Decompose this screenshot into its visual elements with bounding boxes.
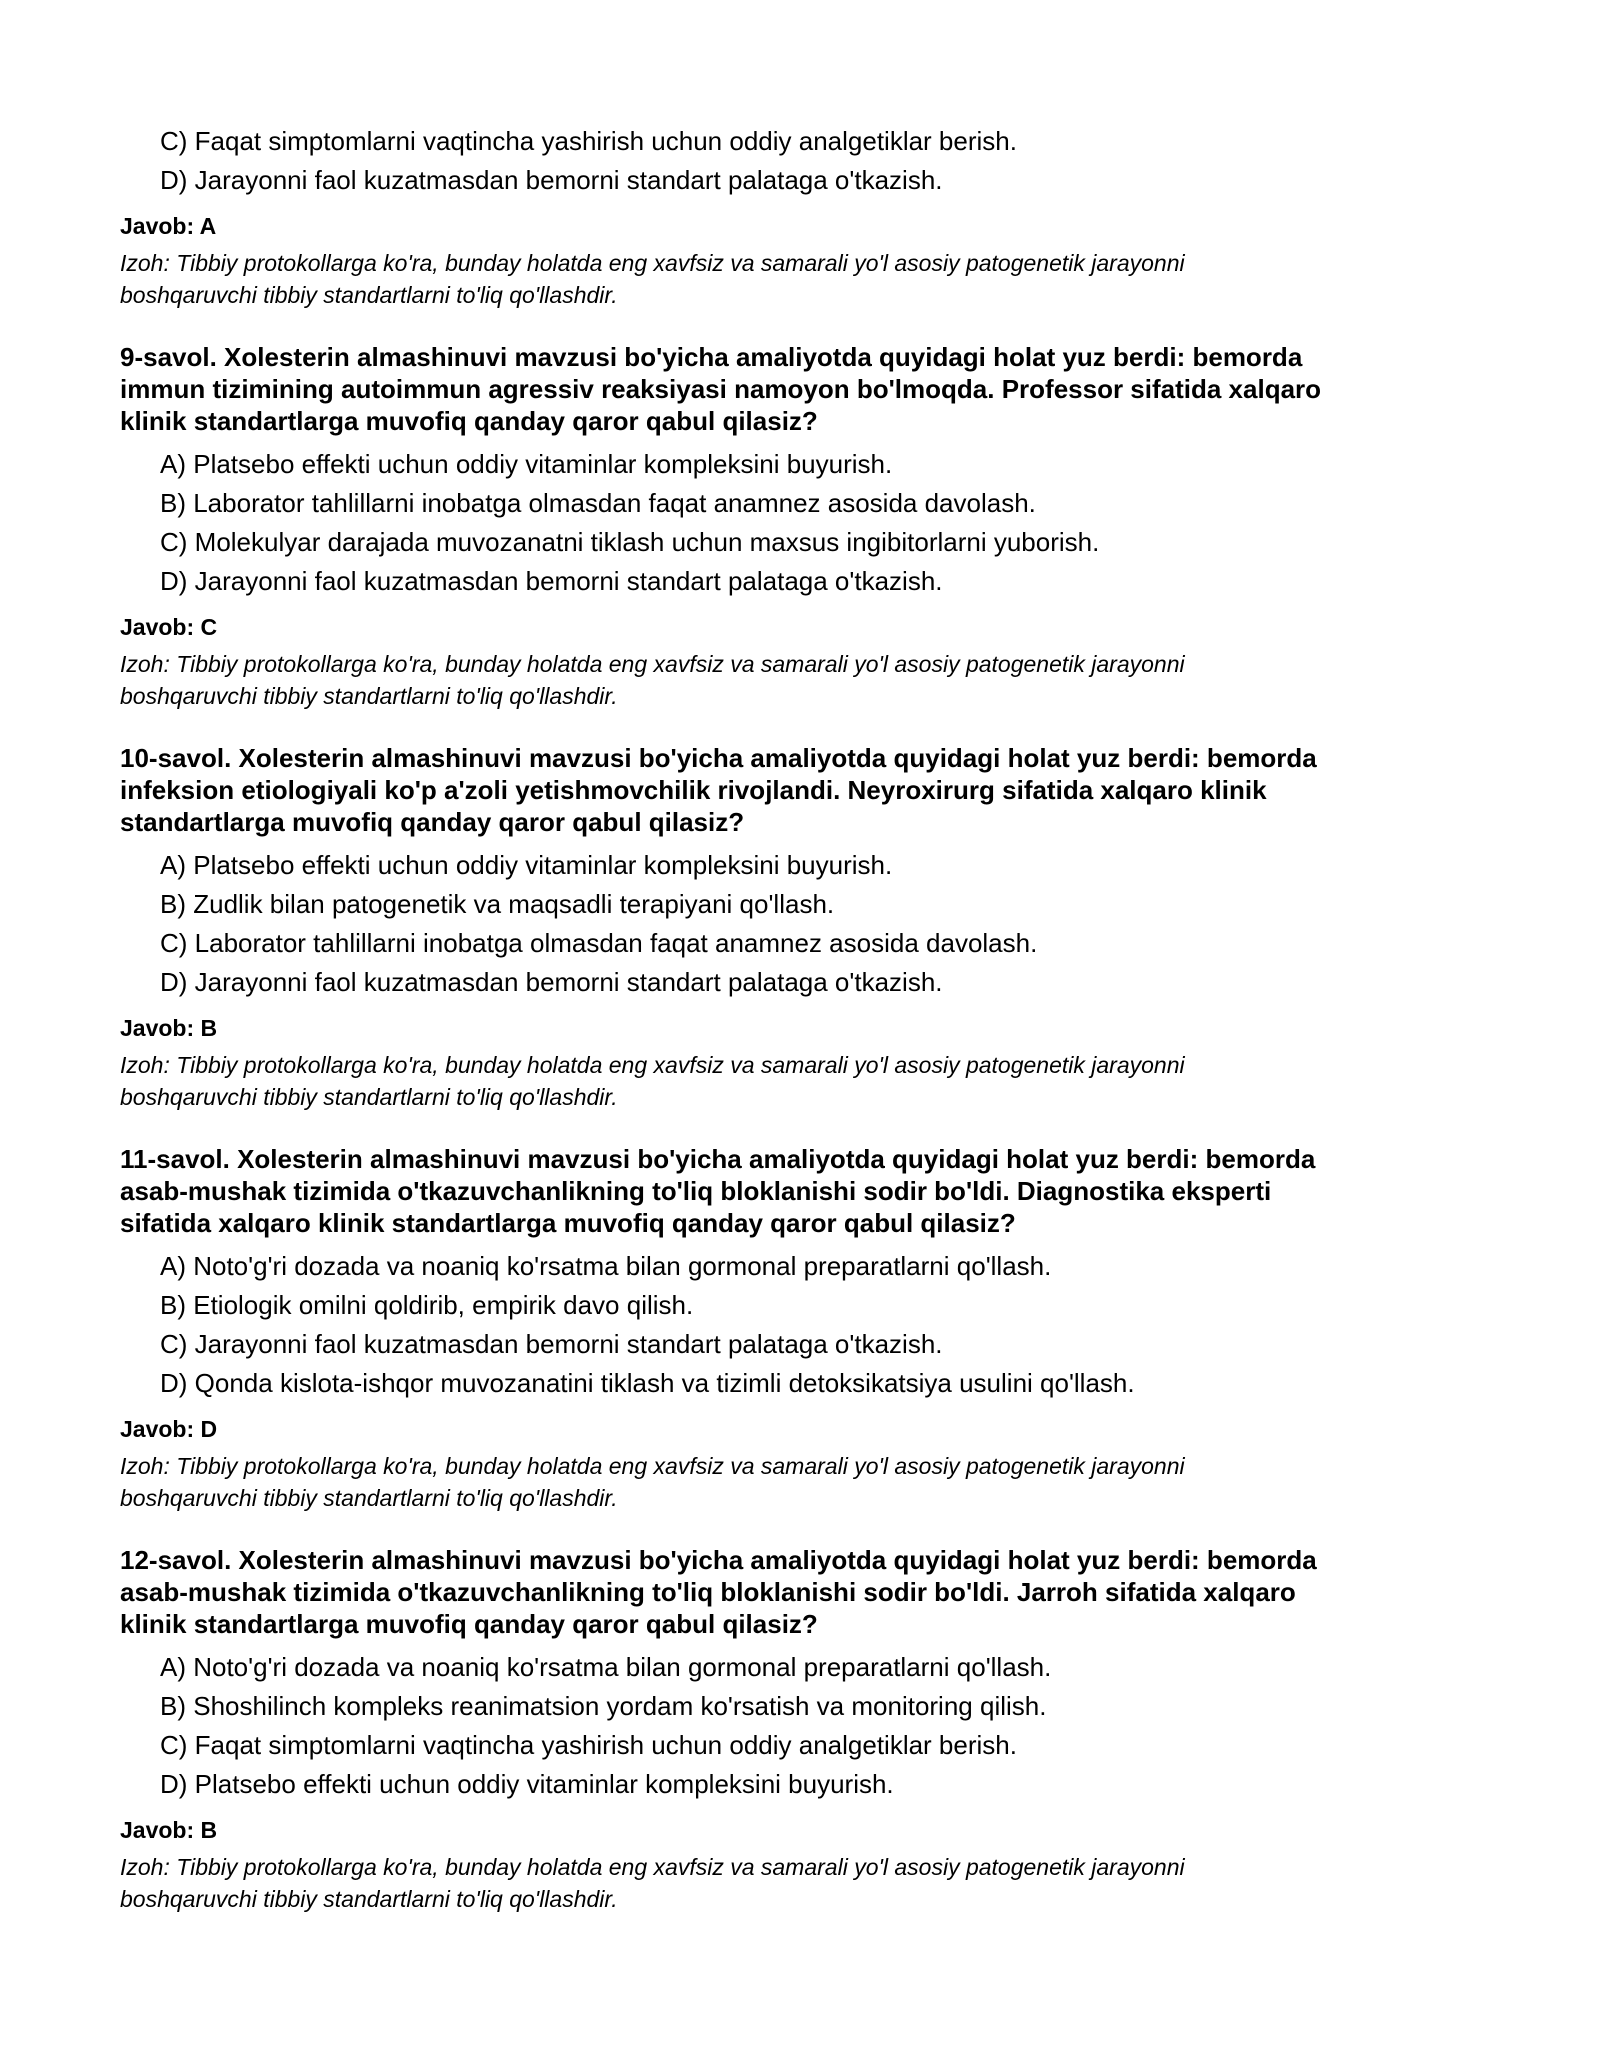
answer: Javob: A <box>120 213 217 239</box>
question-11 <box>120 1143 1450 1514</box>
note-line: boshqaruvchi tibbiy standartlarni to'liq qo'llashdir. <box>120 1886 618 1912</box>
option-a: A) Noto'g'ri dozada va noaniq ko'rsatma bilan gormonal preparatlarni qo'llash. <box>160 1652 1052 1682</box>
answer: Javob: B <box>120 1817 218 1843</box>
option-c: C) Faqat simptomlarni vaqtincha yashirish uchun oddiy analgetiklar berish. <box>160 126 1017 156</box>
answer: Javob: B <box>120 1015 218 1041</box>
question-title-line: 10-savol. Xolesterin almashinuvi mavzusi bo'yicha amaliyotda quyidagi holat yuz berdi: bemorda <box>120 743 1317 773</box>
option-d: D) Platsebo effekti uchun oddiy vitaminlar kompleksini buyurish. <box>160 1769 894 1799</box>
option-b: B) Zudlik bilan patogenetik va maqsadli terapiyani qo'llash. <box>160 889 835 919</box>
question-fragment <box>120 122 1450 311</box>
option-b: B) Shoshilinch kompleks reanimatsion yordam ko'rsatish va monitoring qilish. <box>160 1691 1047 1721</box>
question-title-line: sifatida xalqaro klinik standartlarga muvofiq qanday qaror qabul qilasiz? <box>120 1208 1016 1238</box>
question-title <box>120 341 1450 437</box>
option-c: C) Molekulyar darajada muvozanatni tiklash uchun maxsus ingibitorlarni yuborish. <box>160 527 1100 557</box>
note-line: boshqaruvchi tibbiy standartlarni to'liq qo'llashdir. <box>120 1084 618 1110</box>
note-line: Izoh: Tibbiy protokollarga ko'ra, bunday holatda eng xavfsiz va samarali yo'l asosiy patogenetik jarayonni <box>120 1854 1185 1880</box>
note-line: Izoh: Tibbiy protokollarga ko'ra, bunday holatda eng xavfsiz va samarali yo'l asosiy patogenetik jarayonni <box>120 250 1185 276</box>
option-a: A) Platsebo effekti uchun oddiy vitaminlar kompleksini buyurish. <box>160 850 893 880</box>
question-9 <box>120 341 1450 712</box>
option-c: C) Jarayonni faol kuzatmasdan bemorni standart palataga o'tkazish. <box>160 1329 943 1359</box>
question-title-line: infeksion etiologiyali ko'p a'zoli yetishmovchilik rivojlandi. Neyroxirurg sifatida xalqaro klinik <box>120 775 1267 805</box>
question-title-line: 9-savol. Xolesterin almashinuvi mavzusi bo'yicha amaliyotda quyidagi holat yuz berdi: bemorda <box>120 342 1303 372</box>
question-title-line: immun tizimining autoimmun agressiv reaksiyasi namoyon bo'lmoqda. Professor sifatida xalqaro <box>120 374 1322 404</box>
option-d: D) Jarayonni faol kuzatmasdan bemorni standart palataga o'tkazish. <box>160 566 943 596</box>
question-12 <box>120 1544 1450 1915</box>
option-a: A) Platsebo effekti uchun oddiy vitaminlar kompleksini buyurish. <box>160 449 893 479</box>
option-b: B) Laborator tahlillarni inobatga olmasdan faqat anamnez asosida davolash. <box>160 488 1036 518</box>
question-title-line: 12-savol. Xolesterin almashinuvi mavzusi bo'yicha amaliyotda quyidagi holat yuz berdi: bemorda <box>120 1545 1317 1575</box>
note-line: boshqaruvchi tibbiy standartlarni to'liq qo'llashdir. <box>120 282 618 308</box>
option-b: B) Etiologik omilni qoldirib, empirik davo qilish. <box>160 1290 694 1320</box>
question-title-line: klinik standartlarga muvofiq qanday qaror qabul qilasiz? <box>120 406 818 436</box>
option-a: A) Noto'g'ri dozada va noaniq ko'rsatma bilan gormonal preparatlarni qo'llash. <box>160 1251 1052 1281</box>
option-c: C) Faqat simptomlarni vaqtincha yashirish uchun oddiy analgetiklar berish. <box>160 1730 1017 1760</box>
question-title <box>120 1544 1450 1640</box>
note-line: Izoh: Tibbiy protokollarga ko'ra, bunday holatda eng xavfsiz va samarali yo'l asosiy patogenetik jarayonni <box>120 651 1185 677</box>
answer: Javob: D <box>120 1416 218 1442</box>
note-line: boshqaruvchi tibbiy standartlarni to'liq qo'llashdir. <box>120 683 618 709</box>
answer: Javob: C <box>120 614 218 640</box>
question-10 <box>120 742 1450 1113</box>
question-title-line: asab-mushak tizimida o'tkazuvchanlikning to'liq bloklanishi sodir bo'ldi. Jarroh sifatida xalqaro <box>120 1577 1296 1607</box>
question-title <box>120 1143 1450 1239</box>
question-title <box>120 742 1450 838</box>
question-title-line: asab-mushak tizimida o'tkazuvchanlikning to'liq bloklanishi sodir bo'ldi. Diagnostika eksperti <box>120 1176 1272 1206</box>
note-line: boshqaruvchi tibbiy standartlarni to'liq qo'llashdir. <box>120 1485 618 1511</box>
question-title-line: 11-savol. Xolesterin almashinuvi mavzusi bo'yicha amaliyotda quyidagi holat yuz berdi: bemorda <box>120 1144 1316 1174</box>
option-c: C) Laborator tahlillarni inobatga olmasdan faqat anamnez asosida davolash. <box>160 928 1038 958</box>
question-title-line: standartlarga muvofiq qanday qaror qabul qilasiz? <box>120 807 745 837</box>
question-title-line: klinik standartlarga muvofiq qanday qaror qabul qilasiz? <box>120 1609 818 1639</box>
option-d: D) Jarayonni faol kuzatmasdan bemorni standart palataga o'tkazish. <box>160 165 943 195</box>
note-line: Izoh: Tibbiy protokollarga ko'ra, bunday holatda eng xavfsiz va samarali yo'l asosiy patogenetik jarayonni <box>120 1052 1185 1078</box>
note-line: Izoh: Tibbiy protokollarga ko'ra, bunday holatda eng xavfsiz va samarali yo'l asosiy patogenetik jarayonni <box>120 1453 1185 1479</box>
option-d: D) Jarayonni faol kuzatmasdan bemorni standart palataga o'tkazish. <box>160 967 943 997</box>
option-d: D) Qonda kislota-ishqor muvozanatini tiklash va tizimli detoksikatsiya usulini qo'llash. <box>160 1368 1135 1398</box>
